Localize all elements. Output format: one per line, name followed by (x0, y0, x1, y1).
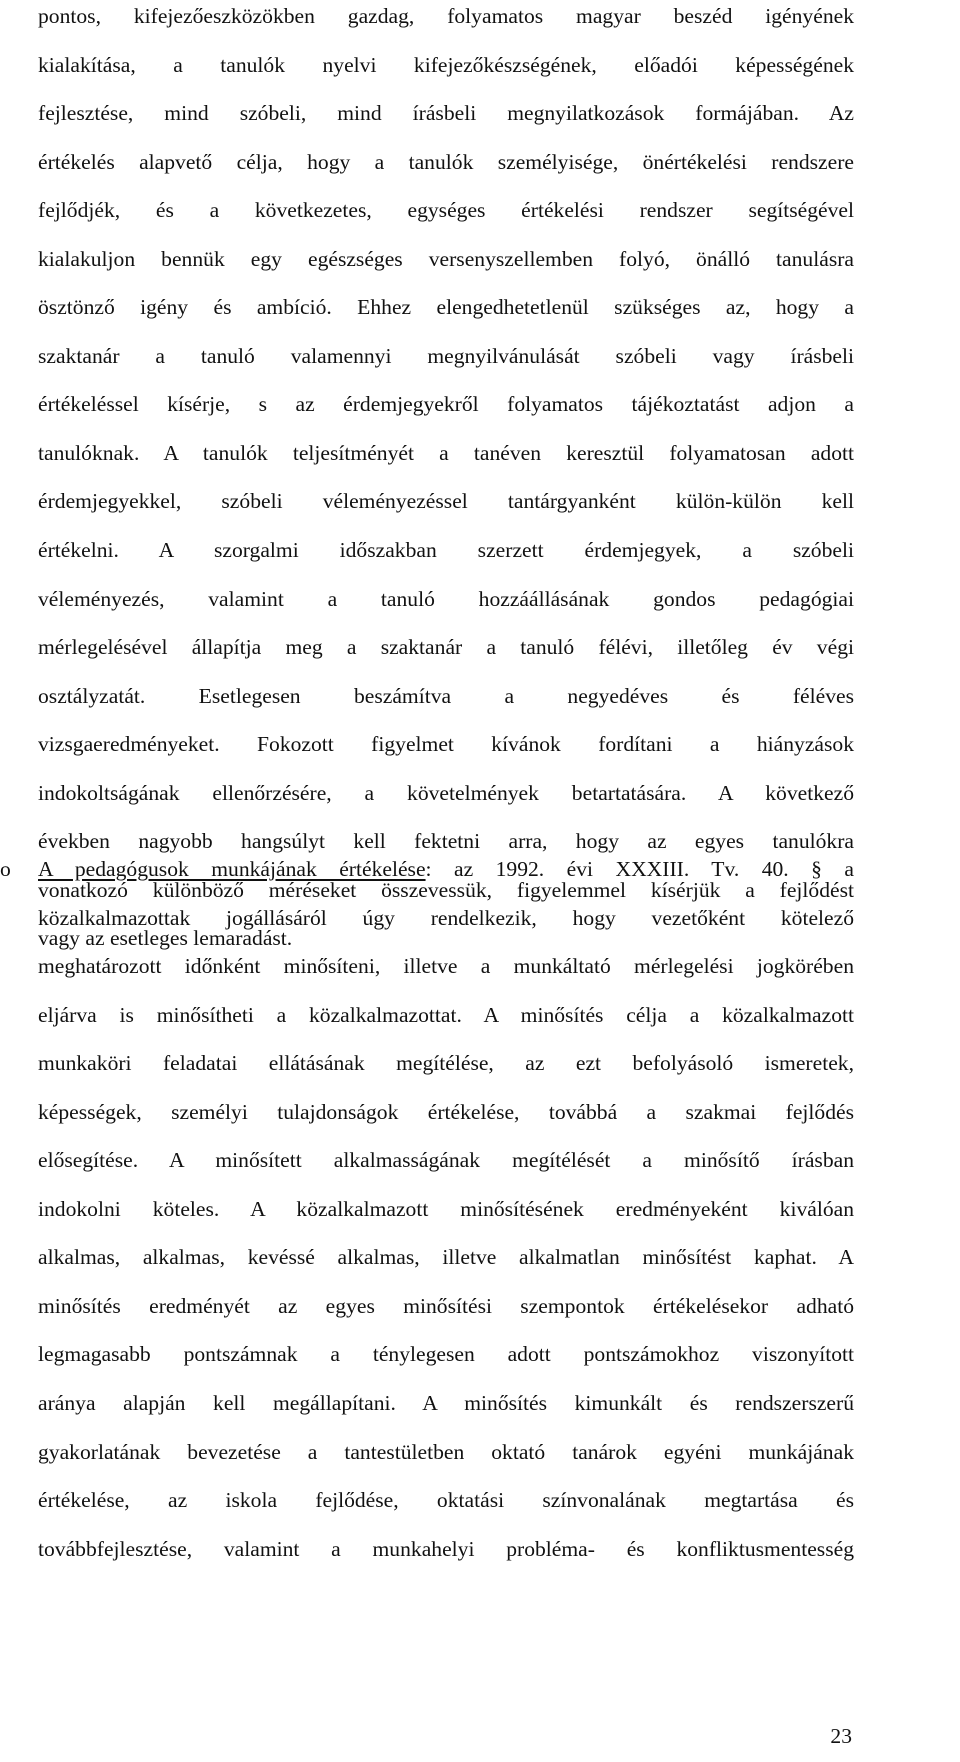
paragraph-line: értékelni. A szorgalmi időszakban szerzett érdemjegyek, a szóbeli (38, 538, 854, 563)
heading-suffix: : az 1992. évi XXXIII. Tv. 40. (425, 857, 789, 881)
paragraph-lines (38, 894, 854, 1574)
paragraph-line: értékeléssel kísérje, s az érdemjegyekről folyamatos tájékoztatást adjon a (38, 392, 854, 417)
paragraph-line: továbbfejlesztése, valamint a munkahelyi probléma- és konfliktusmentesség (38, 1536, 854, 1561)
paragraph-line: közalkalmazottak jogállásáról úgy rendelkezik, hogy vezetőként kötelező (38, 905, 854, 930)
paragraph-line: indokolni köteles. A közalkalmazott minősítésének eredményeként kiválóan (38, 1196, 854, 1221)
paragraph-line (38, 845, 854, 894)
paragraph-line: ösztönző igény és ambíció. Ehhez elengedhetetlenül szükséges az, hogy a (38, 295, 854, 320)
paragraph-line: mérlegelésével állapítja meg a szaktanár a tanuló félévi, illetőleg év végi (38, 635, 854, 660)
paragraph-line: érdemjegyekkel, szóbeli véleményezéssel tantárgyanként külön-külön kell (38, 489, 854, 514)
paragraph-line: aránya alapján kell megállapítani. A minősítés kimunkált és rendszerszerű (38, 1391, 854, 1416)
paragraph-line: véleményezés, valamint a tanuló hozzáállásának gondos pedagógiai (38, 586, 854, 611)
page-number: 23 (830, 1724, 852, 1748)
paragraph-line: vizsgaeredményeket. Fokozott figyelmet kívánok fordítani a hiányzások (38, 732, 854, 757)
paragraph-line: tanulóknak. A tanulók teljesítményét a tanéven keresztül folyamatosan adott (38, 440, 854, 465)
paragraph-line: minősítés eredményét az egyes minősítési szempontok értékelésekor adható (38, 1293, 854, 1318)
paragraph-line: fejlesztése, mind szóbeli, mind írásbeli megnyilatkozások formájában. Az (38, 101, 854, 126)
paragraph-line: szaktanár a tanuló valamennyi megnyilvánulását szóbeli vagy írásbeli (38, 343, 854, 368)
paragraph-line: értékelése, az iskola fejlődése, oktatási színvonalának megtartása és (38, 1488, 854, 1513)
paragraph-line: meghatározott időnként minősíteni, illetve a munkáltató mérlegelési jogkörében (38, 954, 854, 979)
first-line-tail: a (844, 857, 854, 881)
bullet-marker: o (0, 857, 11, 881)
paragraph-line: eljárva is minősítheti a közalkalmazottat. A minősítés célja a közalkalmazott (38, 1002, 854, 1027)
evaluation-paragraph (38, 0, 854, 963)
paragraph-line: elősegítése. A minősített alkalmasságának megítélését a minősítő írásban (38, 1148, 854, 1173)
paragraph-line: kialakítása, a tanulók nyelvi kifejezőkészségének, előadói képességének (38, 52, 854, 77)
paragraph-line: alkalmas, alkalmas, kevéssé alkalmas, illetve alkalmatlan minősítést kaphat. A (38, 1245, 854, 1270)
paragraph-line: fejlődjék, és a következetes, egységes értékelési rendszer segítségével (38, 198, 854, 223)
paragraph-line: munkaköri feladatai ellátásának megítélése, az ezt befolyásoló ismeretek, (38, 1051, 854, 1076)
paragraph-line: vonatkozó különböző méréseket összevessük, figyelemmel kísérjük a fejlődést (38, 877, 854, 902)
section-heading: A pedagógusok munkájának értékelése (38, 857, 426, 881)
paragraph-line: indokoltságának ellenőrzésére, a követelmények betartatására. A következő (38, 780, 854, 805)
paragraph-line: vagy az esetleges lemaradást. (38, 926, 293, 951)
paragraph-line: pontos, kifejezőeszközökben gazdag, folyamatos magyar beszéd igényének (38, 4, 854, 28)
paragraph-line: kialakuljon bennük egy egészséges versenyszellemben folyó, önálló tanulásra (38, 246, 854, 271)
paragraph-line: legmagasabb pontszámnak a ténylegesen adott pontszámokhoz viszonyított (38, 1342, 854, 1367)
teacher-evaluation-paragraph (38, 845, 854, 1573)
paragraph-line: gyakorlatának bevezetése a tantestületben oktató tanárok egyéni munkájának (38, 1439, 854, 1464)
paragraph-line: években nagyobb hangsúlyt kell fektetni arra, hogy az egyes tanulókra (38, 829, 854, 854)
paragraph-line: osztályzatát. Esetlegesen beszámítva a negyedéves és féléves (38, 683, 854, 708)
paragraph-line: képességek, személyi tulajdonságok értékelése, továbbá a szakmai fejlődés (38, 1099, 854, 1124)
section-sign: § (811, 857, 822, 881)
paragraph-line: értékelés alapvető célja, hogy a tanulók személyisége, önértékelési rendszere (38, 149, 854, 174)
